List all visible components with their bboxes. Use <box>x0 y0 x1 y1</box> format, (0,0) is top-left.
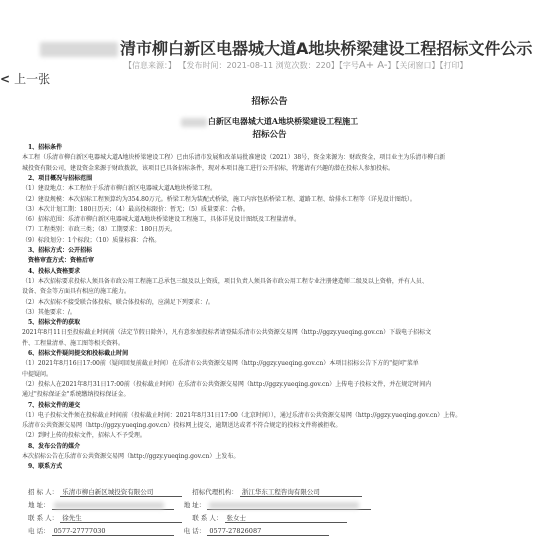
body-line: （9）标段划分：1个标段；（10）质量标准：合格。 <box>22 236 161 244</box>
section-heading: 2、项目概况与招标范围 <box>28 174 93 182</box>
contact-row-address: 地 址： 地 址： <box>28 500 371 510</box>
section-heading: 资格审查方式：资格后审 <box>28 257 95 265</box>
body-line: （3）本次计划工期：180日历天；（4）最高投标限价：暂无；（5）质量要求：合格。 <box>22 205 249 213</box>
body-line: 本次招标公告在乐清市公共资源交易网（http://ggzy.yueqing.gov.cn）上发布。 <box>22 453 240 460</box>
font-size-controls[interactable]: A+ A- <box>358 60 388 71</box>
body-line: （2）到时上传的投标文件，招标人不予受理。 <box>22 432 146 440</box>
notice-subheading: 招标公告 <box>252 130 287 140</box>
body-line: （3）其他要求：/。 <box>22 308 76 316</box>
body-line: （7）工程类别：市政三类；（8）工期要求：180日历天。 <box>22 226 177 234</box>
article-title <box>40 36 533 59</box>
document-image <box>0 82 539 535</box>
article-meta <box>124 60 468 71</box>
body-line: （1）建设地点：本工程位于乐清市柳白新区电器城大道A地块桥梁工程。 <box>22 185 217 193</box>
body-line: 城投资有限公司，建设资金来源于财政拨款，该项目已具备招标条件，现对本项目施工进行公开招标，特邀请有兴趣的潜在投标人参加投标。 <box>22 164 395 172</box>
chevron-left-icon: < <box>0 72 11 86</box>
body-line: 设备、资金等方面具有相应的施工能力。 <box>22 288 131 296</box>
contact-row-tenderer: 招 标 人： 乐清市柳白新区城投资有限公司 招标代理机构： 浙江华东工程咨询有限公司 <box>28 487 362 497</box>
meta-actions[interactable]: 】【关闭窗口】【打印】 <box>387 61 468 70</box>
body-line: （1）本次招标要求投标人须具备市政公用工程施工总承包三级及以上资质，项目负责人须具备市政公用工程专业注册建造师二级及以上资格，并有人员、 <box>22 277 428 285</box>
section-heading: 6、招标文件疑问提交和投标截止时间 <box>28 350 129 357</box>
body-line: （2）投标人在2021年8月31日17:00前（投标截止时间）在乐清市公共资源交易网（http://ggzy.yueqing.gov.cn）上传电子投标文件，并在规定时间内 <box>22 380 432 388</box>
body-line: 中提疑问。 <box>22 370 53 378</box>
contact-row-phone: 电 话： 0577-27777030 电 话： 0577-27826087 <box>28 526 329 536</box>
section-heading: 7、投标文件的递交 <box>28 401 81 409</box>
body-line: 通过"投标保证金"系统缴纳投标保证金。 <box>22 391 130 399</box>
body-line: （6）招标范围：乐清市柳白新区电器城大道A地块桥梁建设工程施工，具体详见设计图纸及工程量清单。 <box>22 216 301 224</box>
redacted-region <box>40 42 118 57</box>
body-line: 件、工程量清单、施工图等相关资料。 <box>22 339 125 347</box>
redacted-region <box>54 502 164 509</box>
body-line: （2）本次招标不接受联合体投标，联合体投标的，应满足下列要求：/。 <box>22 298 214 306</box>
body-line: （2）建设规模：本次招标工程预算约为354.80万元。桥梁工程为装配式桥梁，施工内容包括桥梁工程、道路工程、给排水工程等（详见设计图纸）。 <box>22 195 416 203</box>
body-line: （1）电子投标文件须在投标截止时间前（投标截止时间：2021年8月31日17:00（北京时间）），通过乐清市公共资源交易网（http://ggzy.yueqing.gov.cn）上传。 <box>22 411 462 419</box>
meta-text: 【信息来源：】 【发布时间：2021-08-11 浏览次数：220】【字号 <box>124 61 359 70</box>
section-heading: 5、招标文件的获取 <box>28 319 81 327</box>
section-heading: 3、招标方式：公开招标 <box>28 247 93 254</box>
body-line: （1）2021年8月16日17:00前（疑问回复前截止时间）在乐清市公共资源交易网（http://ggzy.yueqing.gov.cn）本项目招标公告下方的"提问"菜单 <box>22 360 419 368</box>
body-line: 2021年8月11日至投标截止时间前（法定节假日除外），凡有意参加投标者请登陆乐清市公共资源交易网（http://ggzy.yueqing.gov.cn）下载电子招标文 <box>22 329 432 337</box>
section-heading: 9、联系方式 <box>28 463 63 471</box>
section-heading: 4、投标人资格要求 <box>28 267 81 275</box>
section-heading: 1、招标条件 <box>28 144 63 151</box>
notice-heading: 招标公告 <box>251 97 288 107</box>
body-line: 本工程（乐清市柳白新区电器城大道A地块桥梁建设工程）已由乐清市发展和改革局批准建设（2021）38号，资金来源为：财政资金，项目业主为乐清市柳白新 <box>22 154 446 162</box>
article-title-text: 清市柳白新区电器城大道A地块桥梁建设工程招标文件公示 <box>120 39 533 58</box>
body-line: 乐清市公共资源交易网（http://ggzy.yueqing.gov.cn）投标网上提交，逾期送达或者不符合规定的投标文件将被拒收。 <box>22 422 342 430</box>
redacted-region <box>209 502 359 509</box>
section-heading: 8、发布公告的媒介 <box>28 442 81 450</box>
project-heading: 白新区电器城大道A地块桥梁建设工程施工 <box>0 116 539 127</box>
redacted-region <box>181 118 207 127</box>
contact-row-person: 联 系 人： 徐先生 联 系 人： 张女士 <box>28 513 347 523</box>
prev-link-label: 上一张 <box>14 72 51 86</box>
